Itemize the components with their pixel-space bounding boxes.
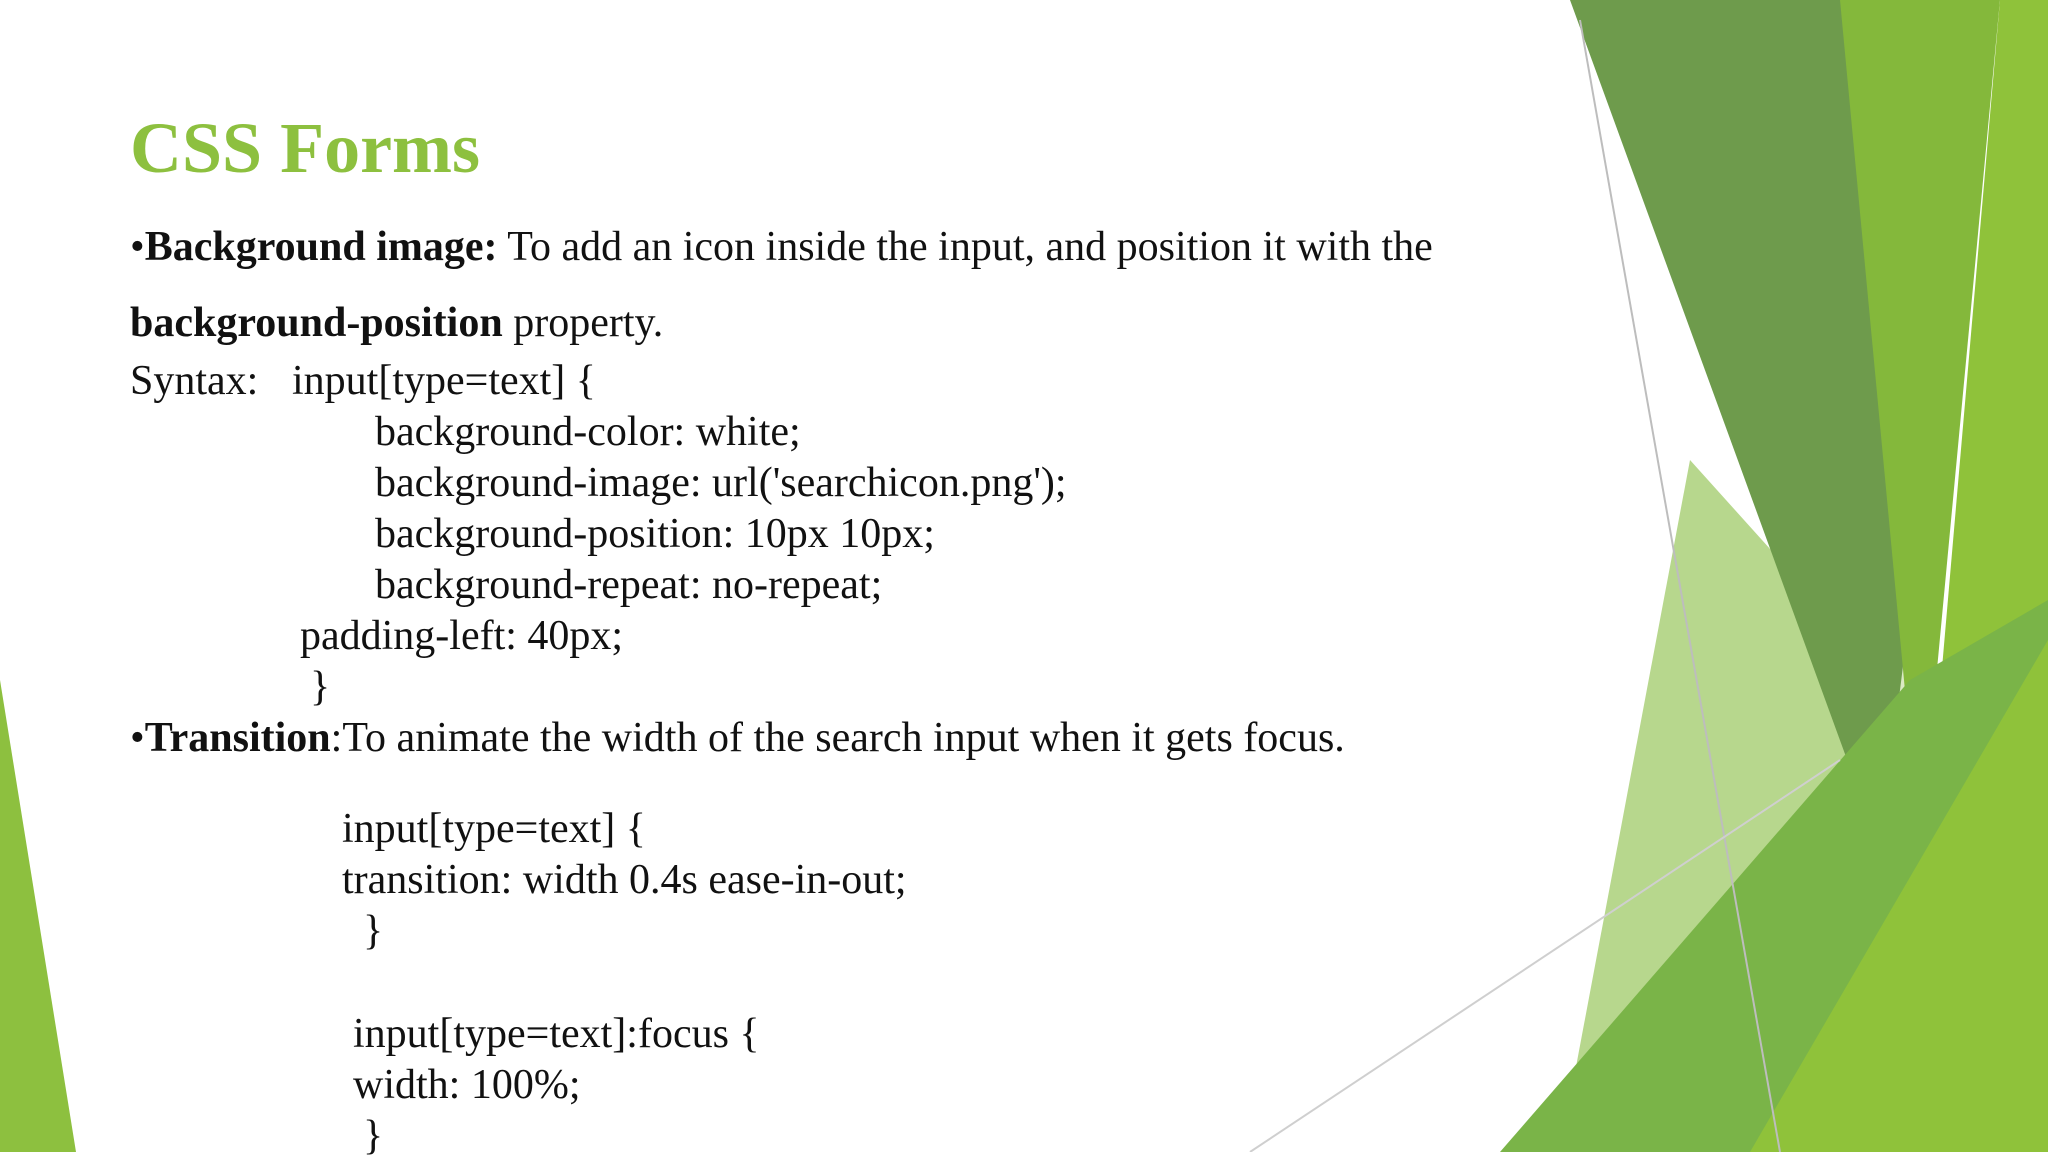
focus-code-line: width: 100%; xyxy=(353,1062,581,1108)
transition-code-line: } xyxy=(363,908,384,954)
bullet: • xyxy=(130,224,145,270)
background-image-bullet xyxy=(130,226,1433,268)
syntax-code-line: input[type=text] { xyxy=(292,358,596,404)
background-image-label: Background image: xyxy=(144,224,498,270)
syntax-code-line: background-repeat: no-repeat; xyxy=(375,562,883,608)
slide-title: CSS Forms xyxy=(130,108,481,188)
background-position-suffix: property. xyxy=(502,300,664,346)
focus-code-line: input[type=text]:focus { xyxy=(353,1011,760,1057)
focus-code-line: } xyxy=(363,1113,384,1159)
background-position-line xyxy=(130,302,663,344)
bullet: • xyxy=(130,715,145,761)
syntax-code-line: } xyxy=(310,664,331,710)
left-green-wedge xyxy=(0,680,76,1152)
syntax-code-line: padding-left: 40px; xyxy=(300,613,624,659)
transition-bullet xyxy=(130,717,1345,759)
transition-code-line: transition: width 0.4s ease-in-out; xyxy=(342,857,907,903)
transition-code-line: input[type=text] { xyxy=(342,806,646,852)
syntax-code-line: background-color: white; xyxy=(375,409,801,455)
transition-text: :To animate the width of the search input when it gets focus. xyxy=(330,715,1345,761)
syntax-code-line: background-image: url('searchicon.png'); xyxy=(375,460,1067,506)
background-image-text: To add an icon inside the input, and position it with the xyxy=(497,224,1433,270)
transition-label: Transition xyxy=(144,715,331,761)
syntax-label: Syntax: xyxy=(130,358,259,404)
syntax-code-line: background-position: 10px 10px; xyxy=(375,511,935,557)
background-position-name: background-position xyxy=(130,300,503,346)
